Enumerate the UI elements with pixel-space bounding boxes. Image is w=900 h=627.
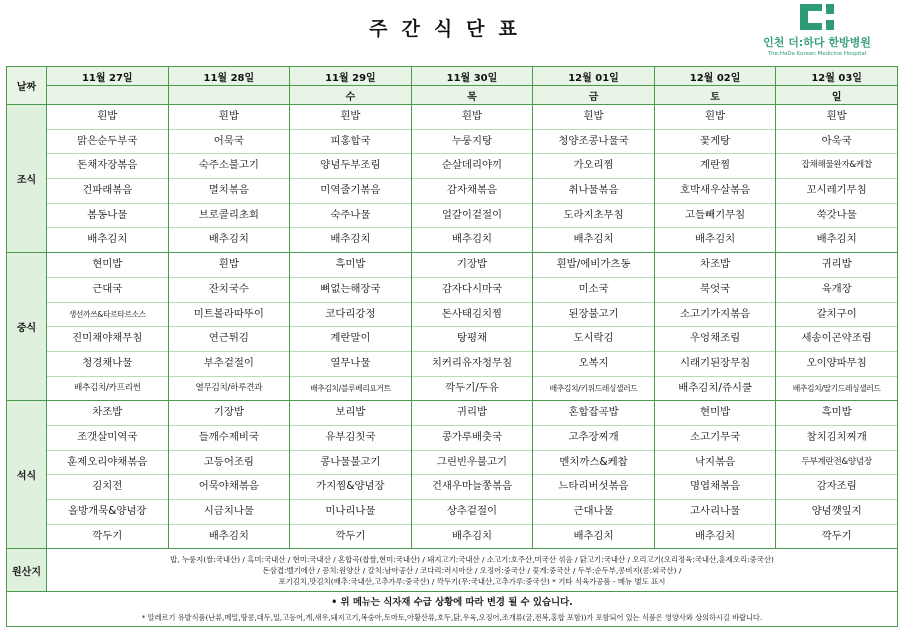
menu-item: 시래기된장무침	[655, 352, 776, 377]
menu-item: 흰밥	[169, 105, 290, 130]
menu-item: 흰밥	[412, 105, 533, 130]
hospital-logo	[742, 4, 892, 57]
menu-item: 아욱국	[776, 130, 897, 155]
menu-item: 호박새우살볶음	[655, 179, 776, 204]
menu-item: 근대국	[47, 278, 168, 303]
menu-item: 가지찜&양념장	[290, 475, 411, 500]
origin-line: 밥, 누룽지(쌀:국내산) / 흑미:국내산 / 현미:국내산 / 혼합곡(찹쌀,현미:국내산) / 돼지고기:국내산 / 소고기:호주산,미국산 섞음 / 닭고기:국내산 / 오리고기(오리정육:국내산,훈제오리:중국산)	[170, 554, 774, 564]
menu-item: 오이양파무침	[776, 352, 897, 377]
menu-item: 배추김치	[330, 233, 371, 246]
menu-item: 얼갈이겉절이	[412, 204, 533, 229]
menu-item: 배추김치	[816, 233, 857, 246]
menu-item: 열무나물	[290, 352, 411, 377]
menu-item: 꽃게탕	[655, 130, 776, 155]
menu-item: 돈채자장볶음	[47, 154, 168, 179]
menu-item: 된장불고기	[533, 303, 654, 328]
menu-item: 현미밥	[47, 253, 168, 278]
menu-item: 청경채나물	[47, 352, 168, 377]
menu-item: 기장밥	[169, 401, 290, 426]
lunch-menu-cell	[47, 253, 169, 401]
logo-name: 인천 더:하다 한방병원	[763, 36, 871, 49]
menu-item: 소고기무국	[655, 426, 776, 451]
menu-item: 뼈없는해장국	[290, 278, 411, 303]
dinner-menu-cell	[168, 401, 290, 549]
menu-item: 어묵야채볶음	[169, 475, 290, 500]
menu-item: 치커리유자청무침	[412, 352, 533, 377]
day-date: 11월 27일	[47, 67, 169, 86]
lunch-label: 중식	[7, 253, 47, 401]
menu-item: 현미밥	[655, 401, 776, 426]
day-date: 11월 29일	[290, 67, 412, 86]
menu-item: 도시락김	[533, 327, 654, 352]
menu-item: 양념깻잎지	[776, 500, 897, 525]
menu-item: 올방개묵&양념장	[47, 500, 168, 525]
date-label: 날짜	[7, 67, 47, 105]
menu-item: 진미채야채무침	[47, 327, 168, 352]
breakfast-menu-cell	[47, 105, 169, 253]
menu-item: 배추김치	[451, 529, 493, 542]
menu-item: 잔치국수	[169, 278, 290, 303]
day-date: 12월 03일	[776, 67, 898, 86]
menu-item: 고들빼기무침	[655, 204, 776, 229]
menu-item: 명엽채볶음	[655, 475, 776, 500]
dinner-menu-cell	[290, 401, 412, 549]
origin-info	[47, 549, 898, 592]
day-weekday: 목	[411, 86, 533, 105]
change-notice: • 위 메뉴는 식자재 수급 상황에 따라 변경 될 수 있습니다.	[331, 597, 573, 609]
menu-item: 기장밥	[412, 253, 533, 278]
menu-item: 미나리나물	[290, 500, 411, 525]
menu-item: 취나물볶음	[533, 179, 654, 204]
menu-item: 귀리밥	[776, 253, 897, 278]
breakfast-menu-cell	[290, 105, 412, 253]
menu-item: 고사리나물	[655, 500, 776, 525]
menu-item: 낙지볶음	[655, 451, 776, 476]
menu-item: 배추김치/딸기드레싱샐러드	[792, 383, 881, 393]
menu-item: 코다리강정	[290, 303, 411, 328]
menu-item: 배추김치/쥬시쿨	[678, 381, 752, 394]
origin-label: 원산지	[7, 549, 47, 592]
dinner-menu-cell	[654, 401, 776, 549]
lunch-menu-cell	[168, 253, 290, 401]
dinner-menu-cell	[411, 401, 533, 549]
menu-item: 상추겉절이	[412, 500, 533, 525]
logo-mark-icon	[800, 4, 834, 30]
notice-row	[7, 592, 898, 627]
menu-item: 배추김치/블루베리요거트	[310, 383, 391, 393]
dinner-row	[7, 401, 898, 549]
menu-item: 배추김치/카프리썬	[73, 382, 141, 393]
menu-item: 부추겉절이	[169, 352, 290, 377]
menu-item: 계란찜	[655, 154, 776, 179]
dinner-menu-cell	[47, 401, 169, 549]
menu-item: 배추김치	[573, 233, 614, 246]
menu-item: 시금치나물	[169, 500, 290, 525]
menu-item: 흑미밥	[776, 401, 897, 426]
menu-item: 가오리찜	[533, 154, 654, 179]
menu-item: 보리밥	[290, 401, 411, 426]
dinner-menu-cell	[533, 401, 655, 549]
day-weekday	[168, 86, 290, 105]
menu-item: 건파래볶음	[47, 179, 168, 204]
menu-item: 돈사태김치찜	[412, 303, 533, 328]
menu-item: 감자다시마국	[412, 278, 533, 303]
weekday-row	[7, 86, 898, 105]
menu-item: 흰밥	[655, 105, 776, 130]
day-date: 11월 30일	[411, 67, 533, 86]
menu-item: 배추김치	[451, 233, 493, 246]
menu-item: 꼬시레기무침	[776, 179, 897, 204]
menu-item: 배추김치	[208, 529, 249, 542]
menu-item: 콩나물불고기	[290, 451, 411, 476]
menu-item: 미역줄기볶음	[290, 179, 411, 204]
menu-item: 양념두부조림	[290, 154, 411, 179]
day-weekday	[47, 86, 169, 105]
date-row	[7, 67, 898, 86]
breakfast-menu-cell	[533, 105, 655, 253]
menu-item: 콩가루배춧국	[412, 426, 533, 451]
day-date: 12월 01일	[533, 67, 655, 86]
menu-item: 귀리밥	[412, 401, 533, 426]
menu-item: 배추김치/키위드레싱샐러드	[549, 383, 638, 393]
menu-item: 배추김치	[208, 233, 249, 246]
menu-item: 들깨수제비국	[169, 426, 290, 451]
menu-item: 흰밥	[47, 105, 168, 130]
menu-item: 갈치구이	[776, 303, 897, 328]
menu-item: 미트볼라따뚜이	[169, 303, 290, 328]
origin-line: 포기김치,맛김치(배추:국내산,고추가루:중국산) / 깍두기(무:국내산,고추가루:중국산) * 기타 식육가공품 - 메뉴 별도 표시	[278, 576, 666, 586]
menu-item: 김치전	[47, 475, 168, 500]
menu-item: 깍두기	[335, 529, 366, 542]
menu-item: 배추김치	[573, 529, 614, 542]
menu-item: 청양조콩나물국	[533, 130, 654, 155]
lunch-menu-cell	[411, 253, 533, 401]
menu-item: 깍두기	[821, 529, 852, 542]
weekly-menu-table	[6, 66, 898, 627]
menu-item: 근대나물	[533, 500, 654, 525]
breakfast-menu-cell	[776, 105, 898, 253]
menu-item: 차조밥	[47, 401, 168, 426]
menu-item: 쑥갓나물	[776, 204, 897, 229]
origin-line: 돈삼겹:벨기에산 / 꽁치:원양산 / 갈치:남아공산 / 코다리:러시아산 / 오징어:중국산 / 꽃게:중국산 / 두부:순두부,콩비지(콩:외국산) /	[262, 565, 682, 575]
menu-item: 피홍합국	[290, 130, 411, 155]
menu-item: 흰밥	[776, 105, 897, 130]
menu-item: 배추김치	[695, 529, 736, 542]
allergy-notice: * 알레르기 유발식품(난류,메밀,땅콩,대두,밀,고등어,게,새우,돼지고기,복숭아,토마토,아황산류,호두,닭,우육,오징어,조개류(굴,전복,홍합 포함))가 포함되어 있는 식품은 영양사와 상의하시길 바랍니다.	[141, 613, 763, 623]
day-date: 11월 28일	[168, 67, 290, 86]
menu-item: 잡채해물완자&케찹	[776, 154, 897, 179]
menu-item: 우엉채조림	[655, 327, 776, 352]
day-weekday: 금	[533, 86, 655, 105]
day-date: 12월 02일	[654, 67, 776, 86]
menu-item: 육개장	[776, 278, 897, 303]
menu-item: 배추김치	[695, 233, 736, 246]
menu-item: 배추김치	[87, 233, 128, 246]
origin-row	[7, 549, 898, 592]
menu-item: 북엇국	[655, 278, 776, 303]
menu-item: 생선까쓰&타르타르소스	[47, 303, 168, 328]
menu-item: 깍두기	[92, 529, 123, 542]
lunch-menu-cell	[654, 253, 776, 401]
menu-item: 어묵국	[169, 130, 290, 155]
dinner-label: 석식	[7, 401, 47, 549]
menu-item: 깍두기/두유	[445, 381, 499, 394]
menu-item: 열무김치/하루견과	[195, 382, 263, 393]
menu-item: 고등어조림	[169, 451, 290, 476]
lunch-menu-cell	[533, 253, 655, 401]
menu-item: 봄동나물	[47, 204, 168, 229]
menu-item: 순살데리야끼	[412, 154, 533, 179]
menu-item: 탕평채	[412, 327, 533, 352]
menu-item: 맑은순두부국	[47, 130, 168, 155]
menu-item: 혼합잡곡밥	[533, 401, 654, 426]
menu-item: 미소국	[533, 278, 654, 303]
menu-item: 훈제오리야채볶음	[47, 451, 168, 476]
breakfast-label: 조식	[7, 105, 47, 253]
day-weekday: 토	[654, 86, 776, 105]
notice-cell	[7, 592, 898, 627]
lunch-menu-cell	[290, 253, 412, 401]
menu-item: 두부계란전&양념장	[776, 451, 897, 476]
menu-item: 느타리버섯볶음	[533, 475, 654, 500]
breakfast-menu-cell	[168, 105, 290, 253]
menu-item: 누룽지탕	[412, 130, 533, 155]
menu-item: 고추장찌개	[533, 426, 654, 451]
menu-item: 조갯살미역국	[47, 426, 168, 451]
breakfast-menu-cell	[654, 105, 776, 253]
menu-item: 소고기가지볶음	[655, 303, 776, 328]
logo-subtitle: The:HaDa Korean Medicine Hospital	[767, 51, 867, 57]
lunch-menu-cell	[776, 253, 898, 401]
menu-item: 유부김칫국	[290, 426, 411, 451]
day-weekday: 일	[776, 86, 898, 105]
menu-item: 도라지초무침	[533, 204, 654, 229]
menu-item: 숙주나물	[290, 204, 411, 229]
menu-item: 숙주소불고기	[169, 154, 290, 179]
dinner-menu-cell	[776, 401, 898, 549]
menu-item: 멸치볶음	[169, 179, 290, 204]
menu-item: 참치김치찌개	[776, 426, 897, 451]
menu-item: 흰밥	[169, 253, 290, 278]
menu-item: 연근튀김	[169, 327, 290, 352]
menu-item: 계란말이	[290, 327, 411, 352]
page-title: 주간식단표	[369, 18, 531, 40]
menu-item: 오복지	[533, 352, 654, 377]
menu-item: 건새우마늘쫑볶음	[412, 475, 533, 500]
menu-item: 흰밥	[290, 105, 411, 130]
menu-item: 감자조림	[776, 475, 897, 500]
menu-item: 흰밥/에비가츠동	[533, 253, 654, 278]
menu-item: 감자채볶음	[412, 179, 533, 204]
menu-item: 멘치까스&케찹	[533, 451, 654, 476]
menu-item: 세송이곤약조림	[776, 327, 897, 352]
day-weekday: 수	[290, 86, 412, 105]
menu-item: 차조밥	[655, 253, 776, 278]
menu-item: 흰밥	[533, 105, 654, 130]
menu-item: 흑미밥	[290, 253, 411, 278]
lunch-row	[7, 253, 898, 401]
breakfast-row	[7, 105, 898, 253]
breakfast-menu-cell	[411, 105, 533, 253]
menu-item: 브로콜리초회	[169, 204, 290, 229]
menu-item: 그린빈우불고기	[412, 451, 533, 476]
